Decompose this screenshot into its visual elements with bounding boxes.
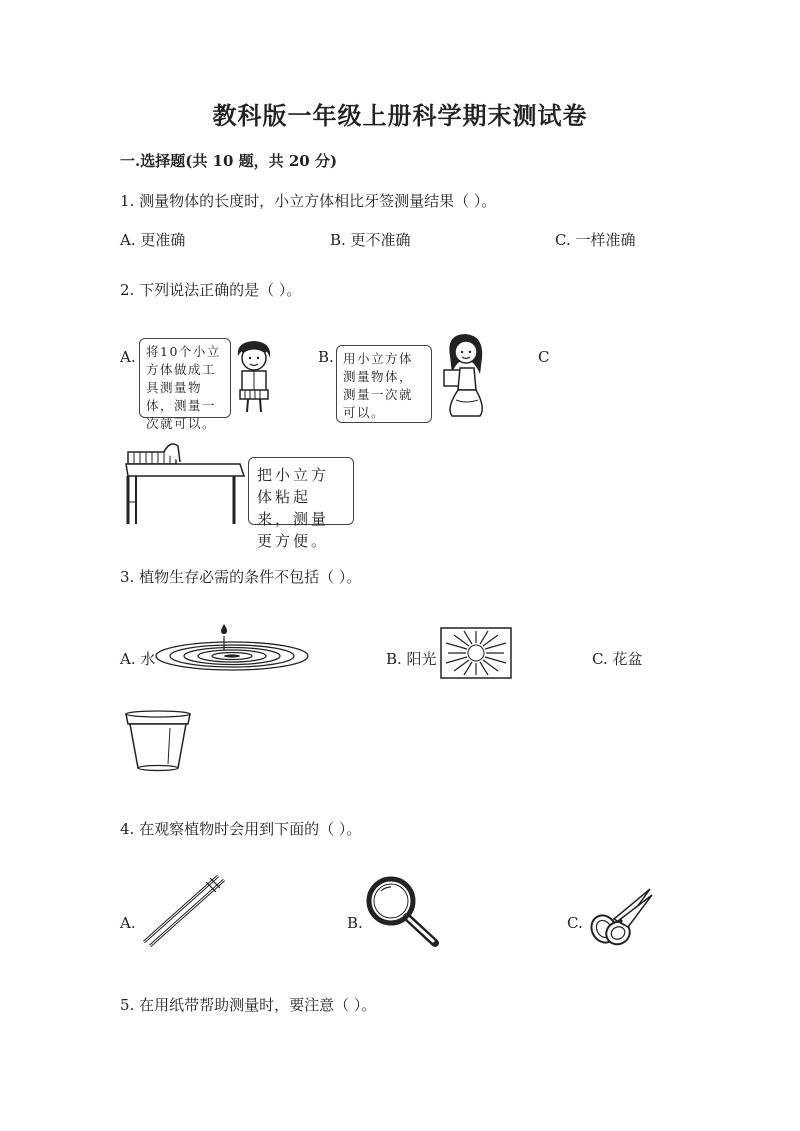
- q3-option-a[interactable]: A. 水: [120, 650, 156, 668]
- q2-option-b[interactable]: B.: [318, 348, 334, 366]
- question-3-text: 3. 植物生存必需的条件不包括（ ）。: [120, 568, 362, 586]
- water-ripple-icon: [154, 620, 310, 672]
- q2b-speech-bubble: 用小立方体测量物体，测量一次就可以。: [336, 345, 432, 423]
- table-with-cubes-icon: [124, 442, 246, 526]
- magnifying-glass-icon: [365, 875, 441, 949]
- question-4-text: 4. 在观察植物时会用到下面的（ ）。: [120, 820, 362, 838]
- boy-with-ruler-icon: [228, 338, 280, 414]
- girl-holding-box-icon: [438, 330, 490, 422]
- q4-option-b[interactable]: B.: [347, 914, 363, 932]
- q3-option-c[interactable]: C. 花盆: [592, 650, 643, 668]
- page-title: 教科版一年级上册科学期末测试卷: [212, 101, 588, 130]
- question-2-text: 2. 下列说法正确的是（ ）。: [120, 281, 302, 299]
- q1-option-c[interactable]: C. 一样准确: [555, 231, 636, 249]
- q1-option-b[interactable]: B. 更不准确: [330, 231, 411, 249]
- sunlight-icon: [440, 627, 512, 679]
- q2-option-c[interactable]: C: [538, 348, 550, 366]
- question-1-text: 1. 测量物体的长度时，小立方体相比牙签测量结果（ ）。: [120, 192, 497, 210]
- q4-option-c[interactable]: C.: [567, 914, 583, 932]
- chopsticks-icon: [140, 872, 226, 948]
- section-heading: 一.选择题(共 10 题，共 20 分): [120, 152, 338, 170]
- q2c-speech-bubble: 把小立方体粘起来，测量更方便。: [248, 457, 354, 525]
- question-5-text: 5. 在用纸带帮助测量时，要注意（ ）。: [120, 996, 377, 1014]
- q2-option-a[interactable]: A.: [120, 348, 136, 366]
- q4-option-a[interactable]: A.: [120, 914, 136, 932]
- scissors-icon: [588, 887, 654, 947]
- flower-pot-icon: [124, 710, 192, 772]
- q2a-speech-bubble: 将10个小立方体做成工具测量物体，测量一次就可以。: [139, 338, 231, 418]
- q3-option-b[interactable]: B. 阳光: [386, 650, 437, 668]
- q1-option-a[interactable]: A. 更准确: [120, 231, 186, 249]
